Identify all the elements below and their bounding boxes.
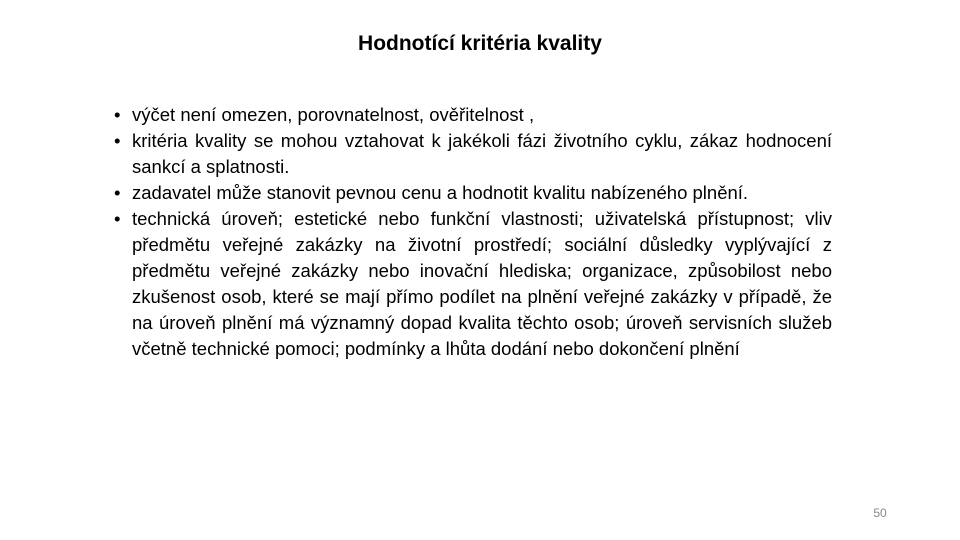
bullet-text: kritéria kvality se mohou vztahovat k jakékoli fázi životního cyklu, zákaz hodnocení sankcí a splatnosti. (132, 130, 832, 177)
page-number: 50 (873, 506, 887, 520)
bullet-marker: • (114, 208, 121, 229)
bullet-item (114, 128, 832, 180)
bullet-marker: • (114, 130, 121, 151)
bullet-marker: • (114, 182, 121, 203)
bullet-text: zadavatel může stanovit pevnou cenu a hodnotit kvalitu nabízeného plnění. (132, 182, 749, 203)
bullet-item (114, 206, 832, 362)
bullet-item (114, 180, 832, 206)
bullet-marker: • (114, 104, 121, 125)
bullet-item (114, 102, 832, 128)
bullet-list (114, 102, 832, 362)
bullet-text: technická úroveň; estetické nebo funkční vlastnosti; uživatelská přístupnost; vliv předmětu veřejné zakázky na životní prostředí; sociální důsledky vyplývající z předmětu veřejné zakázky nebo inovační hlediska; organizace, způsobilost nebo zkušenost osob, které se mají přímo podílet na plnění veřejné zakázky v případě, že na úroveň plnění má významný dopad kvalita těchto osob; úroveň servisních služeb včetně technické pomoci; podmínky a lhůta dodání nebo dokončení plnění (132, 208, 832, 359)
bullet-text: výčet není omezen, porovnatelnost, ověřitelnost , (132, 104, 535, 125)
slide-title: Hodnotící kritéria kvality (358, 32, 602, 55)
